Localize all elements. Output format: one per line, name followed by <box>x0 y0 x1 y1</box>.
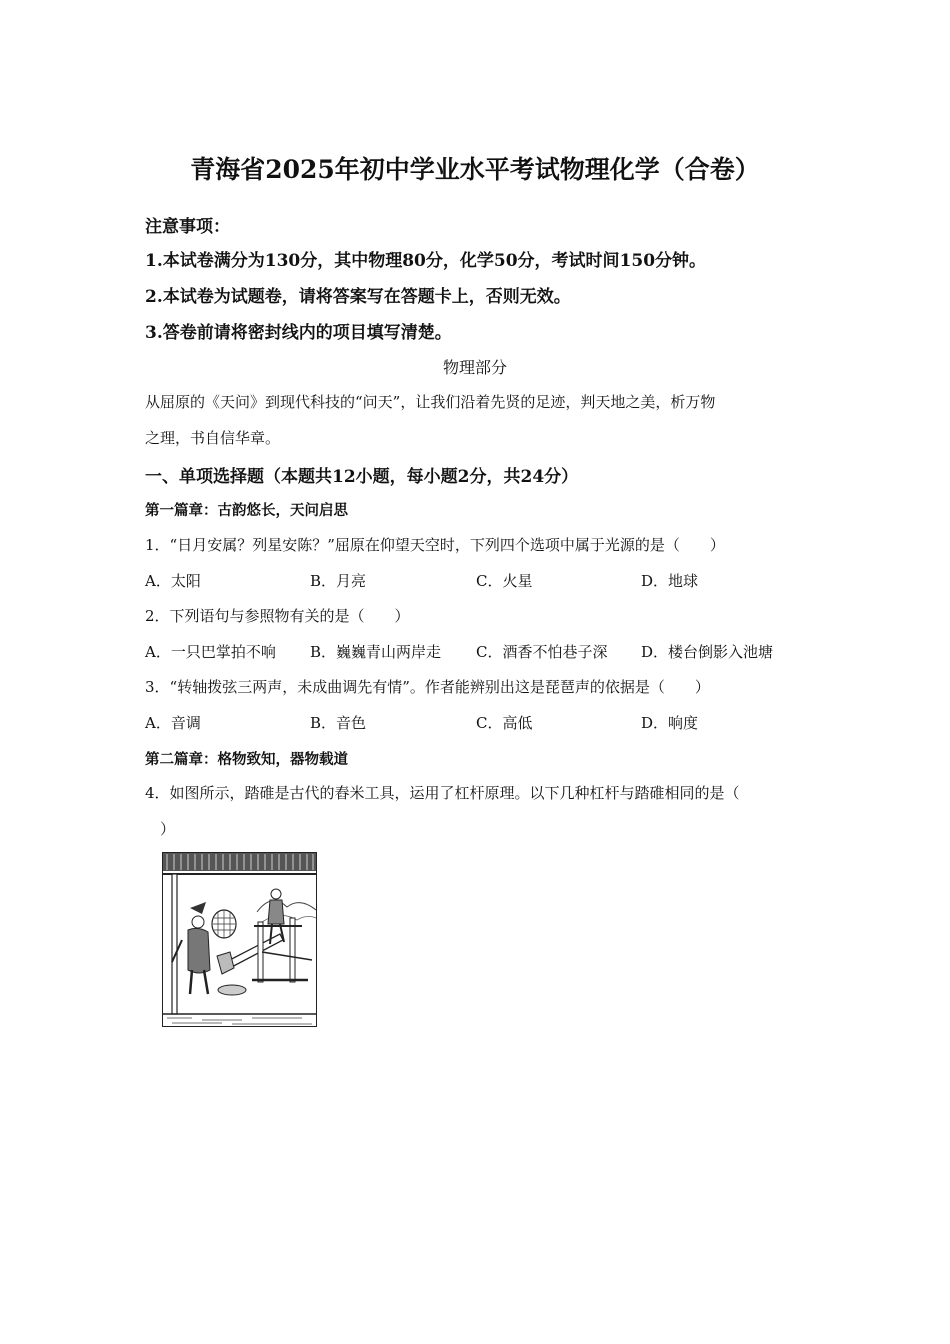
chapter-1-heading: 第一篇章：古韵悠长，天问启思 <box>145 502 348 519</box>
notice-item-1: 1.本试卷满分为130分，其中物理80分，化学50分，考试时间150分钟。 <box>145 251 707 271</box>
notice-item-3: 3.答卷前请将密封线内的项目填写清楚。 <box>145 323 452 343</box>
question-3-option-a: A．音调 <box>145 714 201 732</box>
question-1-stem: 1．“日月安属？列星安陈？”屈原在仰望天空时，下列四个选项中属于光源的是（ ） <box>145 536 725 554</box>
question-3-option-c: C．高低 <box>476 714 533 732</box>
question-4-stem-line-2: ） <box>160 820 176 838</box>
question-3-stem: 3．“转轴拨弦三两声，未成曲调先有情”。作者能辨别出这是琵琶声的依据是（ ） <box>145 678 710 696</box>
question-4-stem-line-1: 4．如图所示，踏碓是古代的舂米工具，运用了杠杆原理。以下几种杠杆与踏碓相同的是（ <box>145 784 740 802</box>
notice-heading: 注意事项： <box>145 217 230 237</box>
question-3-option-b: B．音色 <box>310 714 367 732</box>
question-2-option-c: C．酒香不怕巷子深 <box>476 643 608 661</box>
intro-line-2: 之理，书自信华章。 <box>145 429 281 447</box>
intro-line-1: 从屈原的《天问》到现代科技的“问天”，让我们沿着先贤的足迹，判天地之美，析万物 <box>145 393 716 411</box>
notice-item-2: 2.本试卷为试题卷，请将答案写在答题卡上，否则无效。 <box>145 287 571 307</box>
question-3-option-d: D．响度 <box>641 714 699 732</box>
question-1-option-c: C．火星 <box>476 572 533 590</box>
question-2-option-a: A．一只巴掌拍不响 <box>145 643 276 661</box>
section-title: 物理部分 <box>442 358 507 377</box>
exam-title: 青海省2025年初中学业水平考试物理化学（合卷） <box>190 155 760 184</box>
question-2-stem: 2．下列语句与参照物有关的是（ ） <box>145 607 410 625</box>
question-1-option-d: D．地球 <box>641 572 699 590</box>
chapter-2-heading: 第二篇章：格物致知，器物载道 <box>145 751 348 768</box>
part-one-heading: 一、单项选择题（本题共12小题，每小题2分，共24分） <box>145 467 579 487</box>
question-2-option-b: B．巍巍青山两岸走 <box>310 643 442 661</box>
question-1-option-b: B．月亮 <box>310 572 367 590</box>
question-2-option-d: D．楼台倒影入池塘 <box>641 643 774 661</box>
question-1-option-a: A．太阳 <box>145 572 201 590</box>
pedal-pestle-illustration <box>162 852 317 1027</box>
